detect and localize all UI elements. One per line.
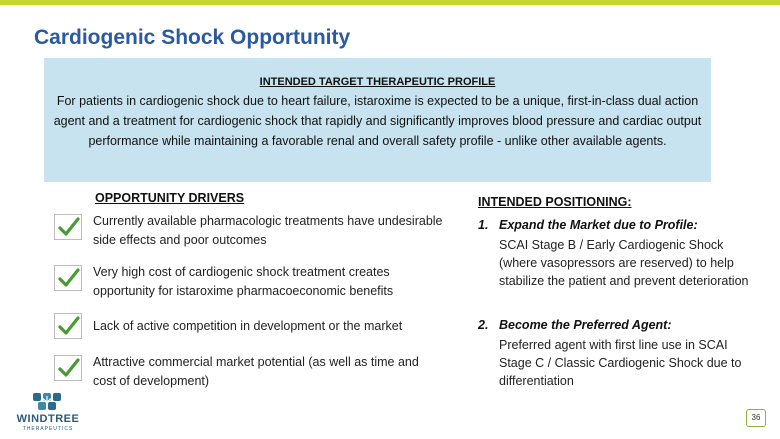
driver-item-text: Currently available pharmacologic treatments have undesirable side effects and poor outcomes — [93, 214, 443, 247]
logo-tagline: THERAPEUTICS — [22, 426, 74, 432]
checkmark-icon — [54, 265, 82, 291]
driver-item-text: Lack of active competition in development or the market — [93, 319, 403, 333]
page-number: 36 — [746, 409, 766, 427]
driver-item-text: Very high cost of cardiogenic shock treatment creates opportunity for istaroxime pharmacoeconomic benefits — [93, 265, 394, 298]
opportunity-drivers-heading: OPPORTUNITY DRIVERS — [95, 191, 245, 205]
positioning-item-number: 2. — [478, 318, 489, 332]
checkmark-icon — [54, 214, 82, 240]
checkmark-icon — [54, 313, 82, 339]
intended-positioning-heading: INTENDED POSITIONING: — [478, 195, 632, 209]
slide-title: Cardiogenic Shock Opportunity — [34, 26, 351, 49]
target-profile-box — [44, 58, 711, 182]
logo-name: WINDTREE — [16, 413, 80, 425]
tree-logo-icon — [32, 392, 62, 412]
driver-item-text: Attractive commercial market potential (as well as time and cost of development) — [93, 355, 419, 388]
checkmark-icon — [54, 355, 82, 381]
positioning-item-text: Preferred agent with first line use in SCAI Stage C / Classic Cardiogenic Shock due to differentiation — [499, 338, 742, 388]
positioning-item-text: SCAI Stage B / Early Cardiogenic Shock (where vasopressors are reserved) to help stabilize the patient and prevent deterioration — [499, 238, 749, 288]
positioning-item-title: Expand the Market due to Profile: — [499, 218, 698, 232]
target-profile-heading: INTENDED TARGET THERAPEUTIC PROFILE — [259, 76, 496, 88]
positioning-item-title: Become the Preferred Agent: — [499, 318, 672, 332]
target-profile-text: For patients in cardiogenic shock due to heart failure, istaroxime is expected to be a unique, first-in-class dual action agent and a treatment for cardiogenic shock that rapidly and significantly improves blood pressure and cardiac output performance while maintaining a favorable renal and overall safety profile - unlike other available agents. — [53, 94, 702, 148]
windtree-logo — [8, 392, 88, 436]
positioning-item-number: 1. — [478, 218, 489, 232]
top-accent-bar — [0, 0, 780, 5]
